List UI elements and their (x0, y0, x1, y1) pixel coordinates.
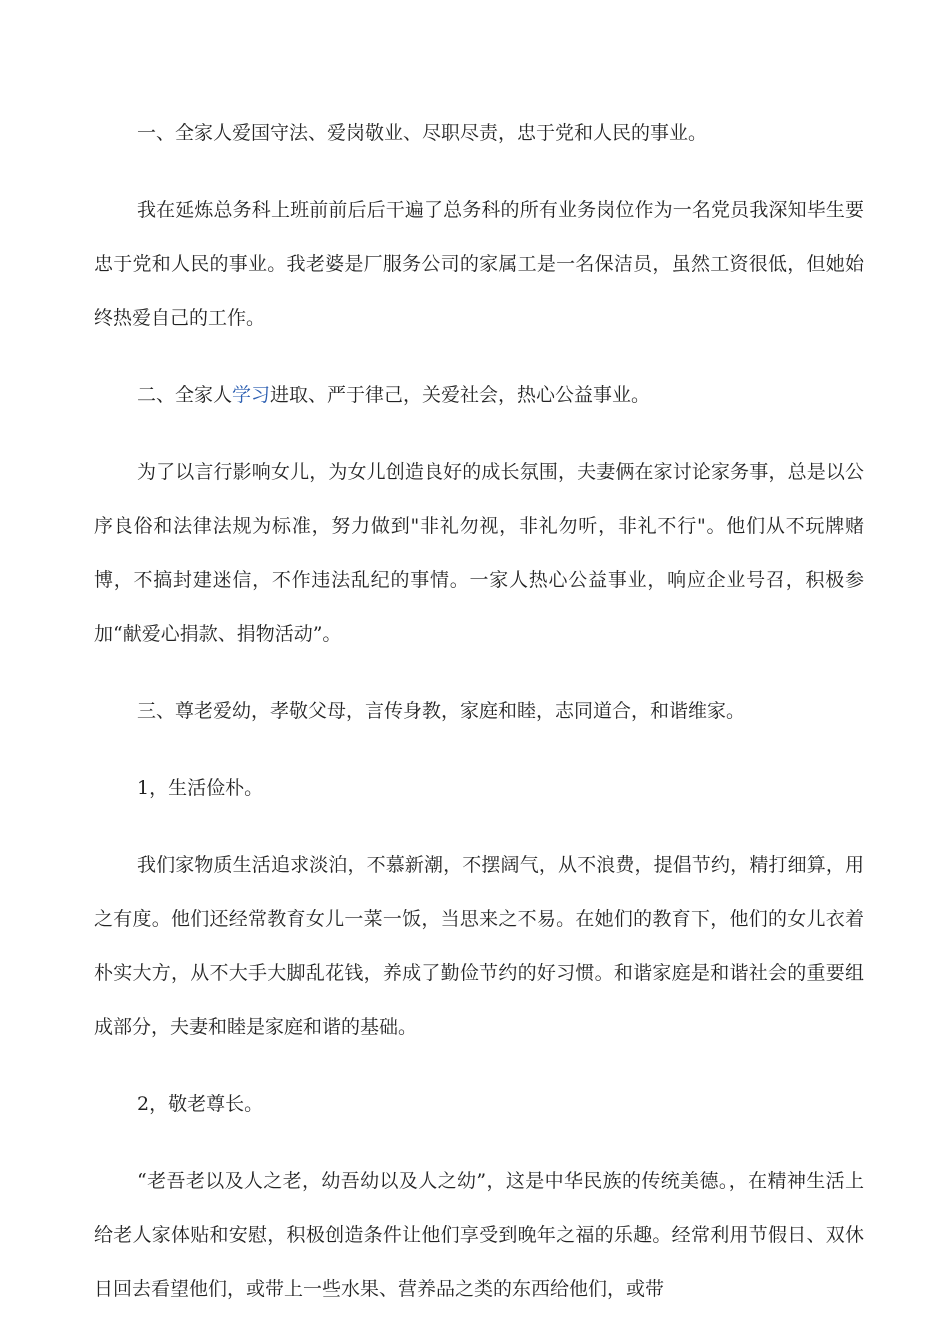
paragraph-gap (94, 1054, 864, 1077)
section-heading-1: 一、全家人爱国守法、爱岗敬业、尽职尽责，忠于党和人民的事业。 (137, 122, 708, 144)
subheading-2: 2，敬老尊长。 (137, 1093, 264, 1115)
paragraph-gap (94, 160, 864, 183)
section-heading-2 (94, 368, 864, 422)
heading-2-prefix: 二、全家人 (137, 384, 233, 406)
body-paragraph-3: 我们家物质生活追求淡泊，不慕新潮，不摆阔气，从不浪费，提倡节约，精打细算，用之有度。他们还经常教育女儿一菜一饭，当思来之不易。在她们的教育下，他们的女儿衣着朴实大方，从不大手大脚乱花钱，养成了勤俭节约的好习惯。和谐家庭是和谐社会的重要组成部分，夫妻和睦是家庭和谐的基础。 (94, 854, 864, 1038)
subheading-1: 1，生活俭朴。 (137, 777, 264, 799)
heading-2-suffix: 进取、严于律己，关爱社会，热心公益事业。 (270, 384, 651, 406)
paragraph-gap (94, 661, 864, 684)
body-paragraph-2: 为了以言行影响女儿，为女儿创造良好的成长氛围，夫妻俩在家讨论家务事，总是以公序良俗和法律法规为标准，努力做到"非礼勿视，非礼勿听，非礼不行"。他们从不玩牌赌博，不搞封建迷信，不作违法乱纪的事情。一家人热心公益事业，响应企业号召，积极参加“献爱心捐款、捐物活动”。 (94, 461, 864, 645)
paragraph-gap (94, 345, 864, 368)
study-link[interactable]: 学习 (232, 384, 271, 406)
body-paragraph-1: 我在延炼总务科上班前前后后干遍了总务科的所有业务岗位作为一名党员我深知毕生要忠于党和人民的事业。我老婆是厂服务公司的家属工是一名保洁员，虽然工资很低，但她始终热爱自己的工作。 (94, 199, 864, 329)
body-paragraph-4: “老吾老以及人之老，幼吾幼以及人之幼”，这是中华民族的传统美德。，在精神生活上给老人家体贴和安慰，积极创造条件让他们享受到晚年之福的乐趣。经常利用节假日、双休日回去看望他们，或带上一些水果、营养品之类的东西给他们，或带 (94, 1170, 864, 1300)
section-heading-3: 三、尊老爱幼，孝敬父母，言传身教，家庭和睦，志同道合，和谐维家。 (137, 700, 746, 722)
document-page (94, 106, 864, 1316)
paragraph-gap (94, 815, 864, 838)
paragraph-gap (94, 422, 864, 445)
paragraph-gap (94, 738, 864, 761)
paragraph-gap (94, 1131, 864, 1154)
